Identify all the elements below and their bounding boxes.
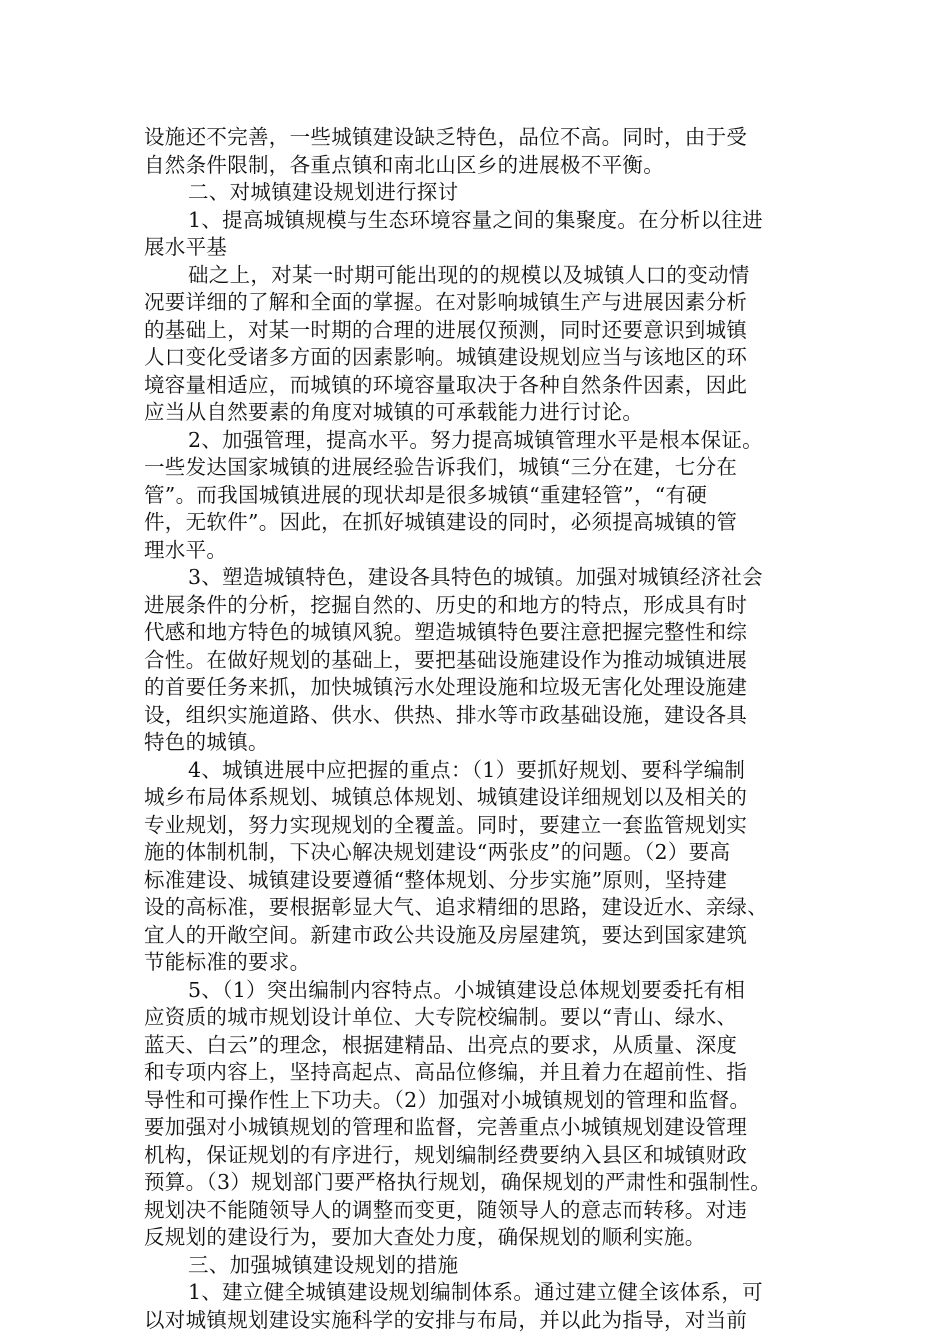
text-line: 宜人的开敞空间。新建市政公共设施及房屋建筑，要达到国家建筑 [144,922,748,947]
text-line: 5、（1）突出编制内容特点。小城镇建设总体规划要委托有相 [188,977,746,1002]
text-line: 础之上，对某一时期可能出现的的规模以及城镇人口的变动情 [188,262,750,287]
text-line: 施的体制机制，下决心解决规划建设“两张皮”的问题。（2）要高 [144,840,731,864]
text-line: 4、城镇进展中应把握的重点：（1）要抓好规划、要科学编制 [188,757,746,782]
text-line: 3、塑造城镇特色，建设各具特色的城镇。加强对城镇经济社会 [188,565,763,589]
text-line: 理水平。 [144,537,228,562]
text-line: 设，组织实施道路、供水、供热、排水等市政基础设施，建设各具 [144,702,748,727]
text-line: 预算。（3）规划部门要严格执行规划，确保规划的严肃性和强制性。 [144,1170,772,1194]
text-line: 1、提高城镇规模与生态环境容量之间的集聚度。在分析以往进 [188,207,763,232]
text-line: 城乡布局体系规划、城镇总体规划、城镇建设详细规划以及相关的 [144,785,748,809]
text-line: 合性。在做好规划的基础上，要把基础设施建设作为推动城镇进展 [144,647,748,672]
text-line: 专业规划，努力实现规划的全覆盖。同时，要建立一套监管规划实 [144,812,748,837]
text-line: 设的高标准，要根据彰显大气、追求精细的思路，建设近水、亲绿、 [144,895,768,919]
text-line: 蓝天、白云”的理念，根据建精品、出亮点的要求，从质量、深度 [144,1032,738,1057]
text-line: 2、加强管理，提高水平。努力提高城镇管理水平是根本保证。 [188,427,763,452]
text-line: 人口变化受诸多方面的因素影响。城镇建设规划应当与该地区的环 [144,345,748,369]
text-line: 机构，保证规划的有序进行，规划编制经费要纳入县区和城镇财政 [144,1142,748,1167]
text-line: 的基础上，对某一时期的合理的进展仅预测，同时还要意识到城镇 [144,317,748,342]
text-line: 进展条件的分析，挖掘自然的、历史的和地方的特点，形成具有时 [144,592,748,617]
text-line: 以对城镇规划建设实施科学的安排与布局，并以此为指导，对当前 [144,1307,748,1332]
text-line: 代感和地方特色的城镇风貌。塑造城镇特色要注意把握完整性和综 [144,620,748,644]
text-line: 况要详细的了解和全面的掌握。在对影响城镇生产与进展因素分析 [144,290,748,314]
text-line: 设施还不完善，一些城镇建设缺乏特色，品位不高。同时，由于受 [144,125,748,149]
text-line: 节能标准的要求。 [144,950,311,974]
text-line: 管”。而我国城镇进展的现状却是很多城镇“重建轻管”，“有硬 [144,482,708,507]
text-line: 一些发达国家城镇的进展经验告诉我们，城镇“三分在建，七分在 [144,455,738,479]
text-line: 规划决不能随领导人的调整而变更，随领导人的意志而转移。对违 [144,1197,748,1222]
section-heading: 二、对城镇建设规划进行探讨 [188,180,459,204]
text-line: 要加强对小城镇规划的管理和监督，完善重点小城镇规划建设管理 [144,1115,748,1139]
text-line: 标准建设、城镇建设要遵循“整体规划、分步实施”原则，坚持建 [144,867,728,892]
document-body [144,124,814,1334]
text-line: 1、建立健全城镇建设规划编制体系。通过建立健全该体系，可 [188,1280,763,1304]
text-line: 的首要任务来抓，加快城镇污水处理设施和垃圾无害化处理设施建 [144,675,748,699]
text-line: 导性和可操作性上下功夫。（2）加强对小城镇规划的管理和监督。 [144,1087,751,1112]
text-line: 特色的城镇。 [144,730,269,754]
text-line: 和专项内容上，坚持高起点、高品位修编，并且着力在超前性、指 [144,1060,748,1084]
text-line: 自然条件限制，各重点镇和南北山区乡的进展极不平衡。 [144,152,664,177]
text-line: 应当从自然要素的角度对城镇的可承载能力进行讨论。 [144,400,644,424]
text-line: 展水平基 [144,235,228,259]
text-line: 件，无软件”。因此，在抓好城镇建设的同时，必须提高城镇的管 [144,510,738,534]
text-line: 应资质的城市规划设计单位、大专院校编制。要以“青山、绿水、 [144,1005,738,1029]
text-line: 境容量相适应，而城镇的环境容量取决于各种自然条件因素，因此 [144,372,748,397]
section-heading: 三、加强城镇建设规划的措施 [188,1252,459,1277]
text-line: 反规划的建设行为，要加大查处力度，确保规划的顺利实施。 [144,1225,706,1249]
